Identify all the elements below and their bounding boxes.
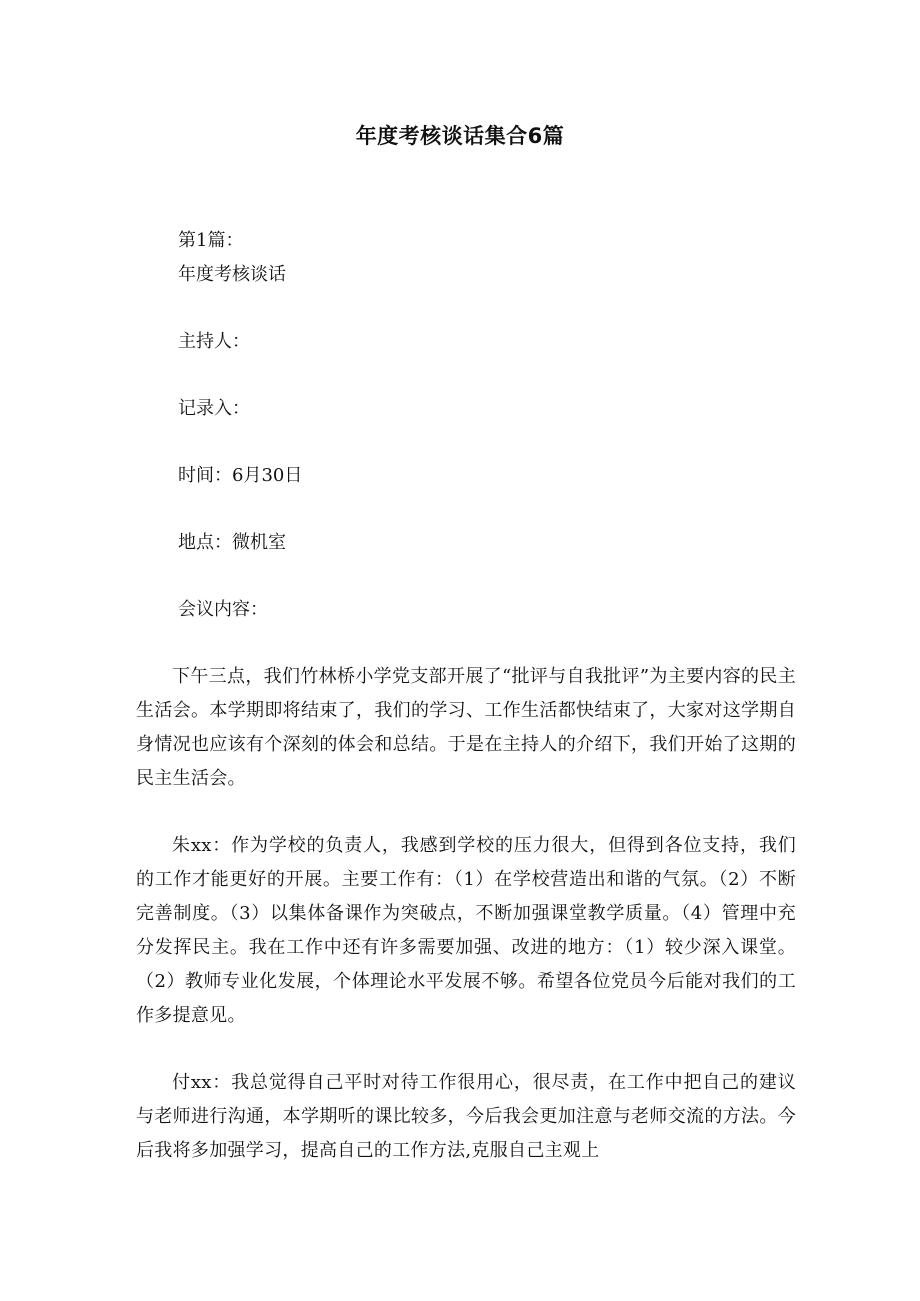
spacer (136, 292, 796, 325)
section-heading: 第1篇： (178, 230, 244, 251)
document-body (136, 224, 796, 1168)
spacer (136, 426, 796, 459)
spacer (136, 627, 796, 660)
time-label: 时间：6月30日 (178, 465, 303, 486)
spacer (136, 796, 796, 829)
paragraph-fu: 付xx：我总觉得自己平时对待工作很用心，很尽责，在工作中把自己的建议与老师进行沟通，本学期听的课比较多，今后我会更加注意与老师交流的方法。今后我将多加强学习，提高自己的工作方法,克服自己主观上 (136, 1072, 796, 1161)
recorder-label: 记录入： (178, 398, 250, 419)
spacer (136, 1033, 796, 1066)
paragraph-zhu: 朱xx：作为学校的负责人，我感到学校的压力很大，但得到各位支持，我们的工作才能更好的开展。主要工作有：（1）在学校营造出和谐的气氛。（2）不断完善制度。（3）以集体备课作为突破点，不断加强课堂教学质量。（4）管理中充分发挥民主。我在工作中还有许多需要加强、改进的地方：（1）较少深入课堂。（2）教师专业化发展，个体理论水平发展不够。希望各位党员今后能对我们的工作多提意见。 (136, 835, 796, 1026)
document-title: 年度考核谈话集合6篇 (355, 124, 565, 148)
meeting-content-label: 会议内容： (178, 599, 268, 620)
place-label: 地点：微机室 (178, 532, 286, 553)
spacer (136, 560, 796, 593)
section-title: 年度考核谈话 (178, 264, 286, 285)
spacer (136, 359, 796, 392)
spacer (136, 493, 796, 526)
paragraph-intro: 下午三点，我们竹林桥小学党支部开展了“批评与自我批评”为主要内容的民主生活会。本学期即将结束了，我们的学习、工作生活都快结束了，大家对这学期自身情况也应该有个深刻的体会和总结。于是在主持人的介绍下，我们开始了这期的民主生活会。 (136, 666, 796, 789)
host-label: 主持人： (178, 331, 250, 352)
